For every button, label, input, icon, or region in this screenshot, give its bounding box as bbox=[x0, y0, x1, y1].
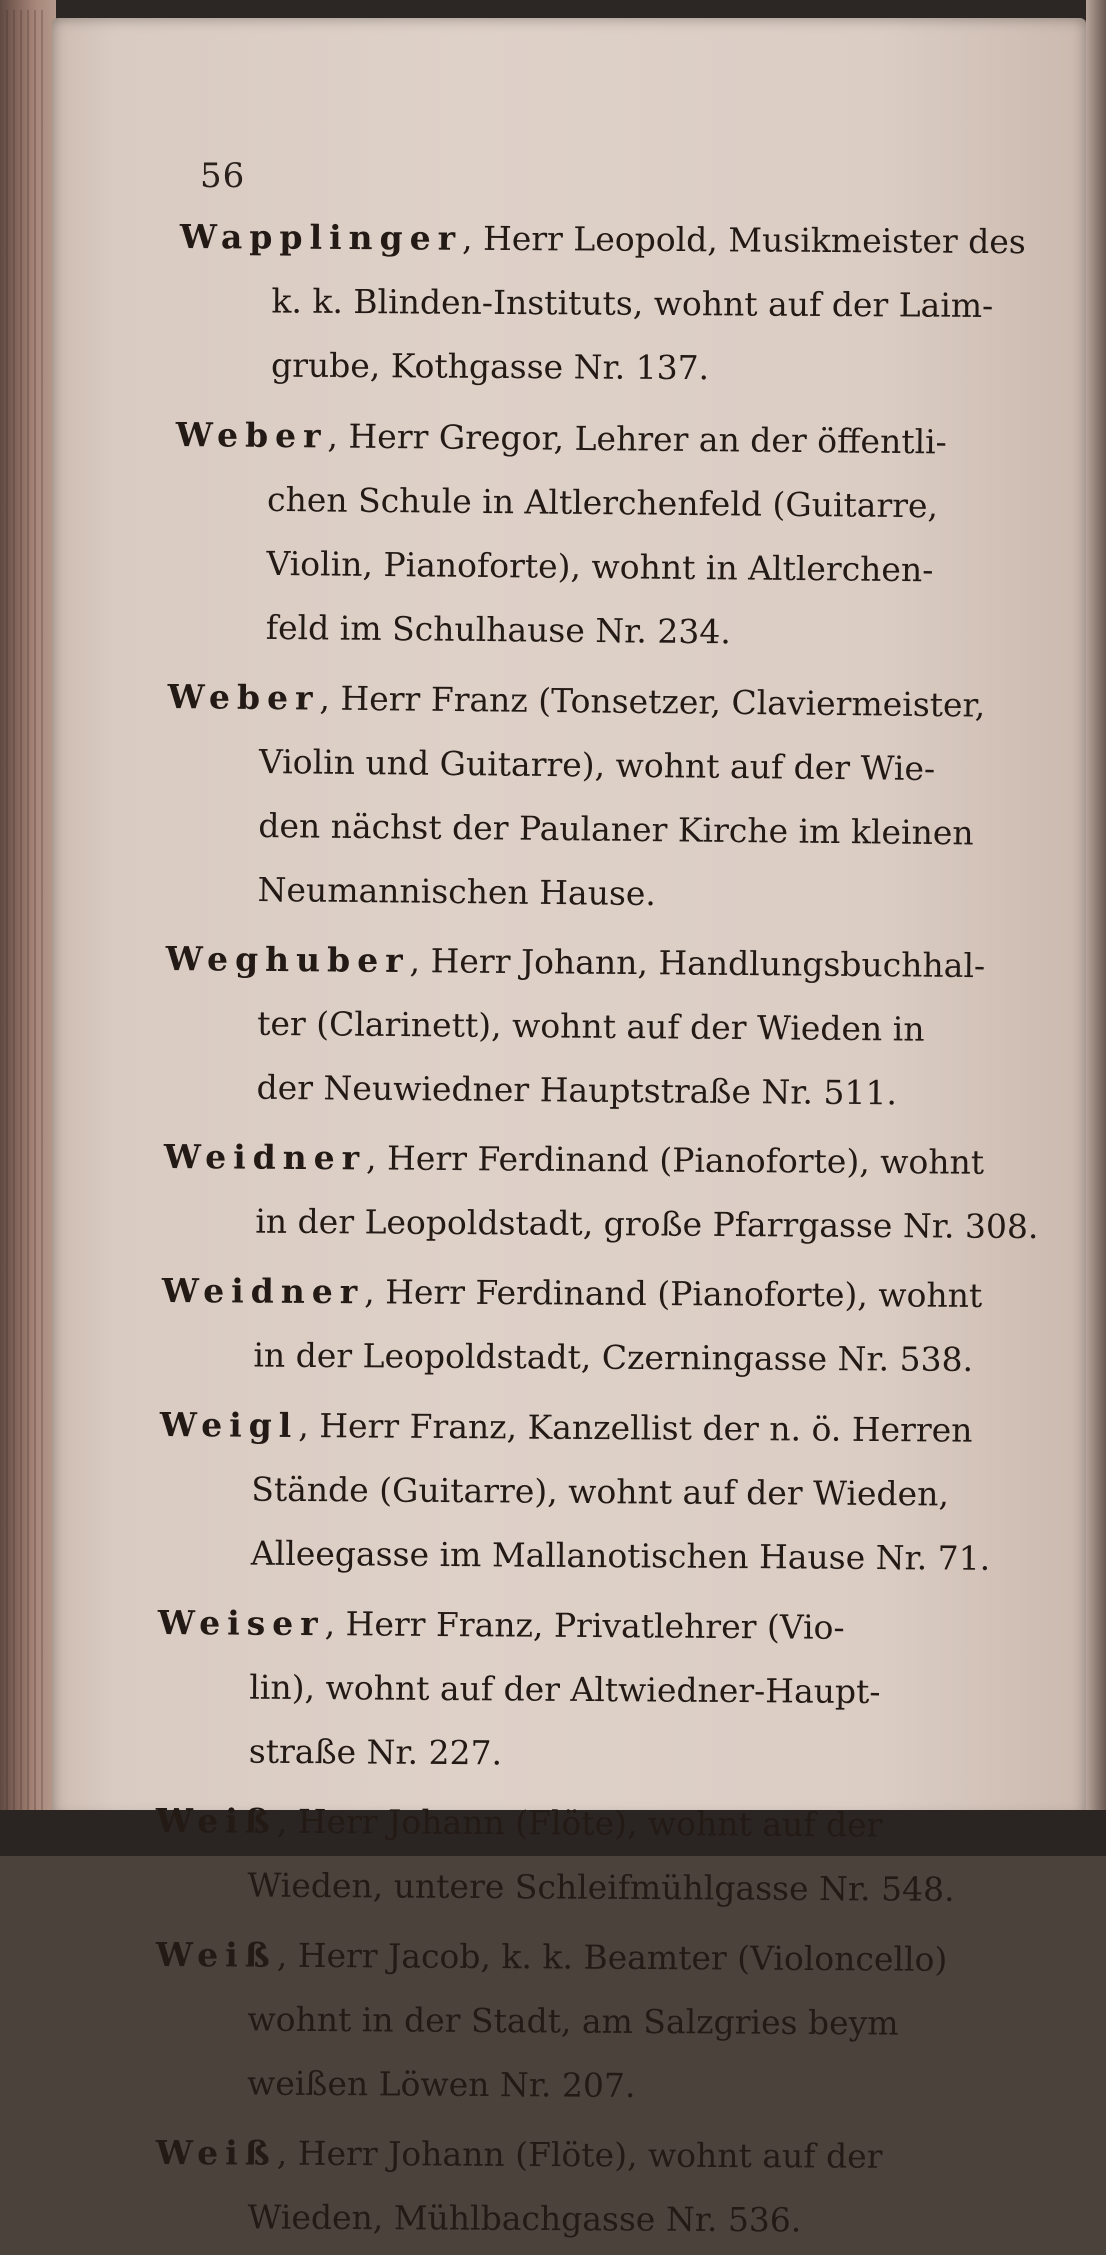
entry-line: Alleegasse im Mallanotischen Hause Nr. 71. bbox=[250, 1533, 991, 1578]
entry-surname: Weber bbox=[175, 414, 328, 456]
page-right-edge bbox=[1086, 0, 1106, 1856]
entry-line: k. k. Blinden-Instituts, wohnt auf der Laim- bbox=[271, 281, 994, 325]
entry-line: in der Leopoldstadt, große Pfarrgasse Nr. 308. bbox=[255, 1201, 1039, 1247]
book-spine bbox=[0, 0, 56, 1856]
entry-line: grube, Kothgasse Nr. 137. bbox=[270, 345, 710, 388]
entry-line: Wieden, Mühlbachgasse Nr. 536. bbox=[247, 2197, 802, 2240]
spine-page-edges bbox=[6, 10, 46, 1840]
entry-first-line-text: , Herr Franz, Kanzellist der n. ö. Herren bbox=[298, 1405, 973, 1450]
entry-line: Violin und Guitarre), wohnt auf der Wie- bbox=[258, 741, 936, 789]
entry-first-line bbox=[179, 205, 1026, 274]
entry-first-line-text: , Herr Johann (Flöte), wohnt auf der bbox=[276, 1801, 883, 1845]
entry-line: lin), wohnt auf der Altwiedner-Haupt- bbox=[249, 1667, 881, 1712]
entry-first-line bbox=[165, 927, 1000, 998]
entry-first-line-text: , Herr Ferdinand (Pianoforte), wohnt bbox=[364, 1272, 983, 1316]
directory-entry bbox=[179, 205, 1026, 402]
directory-entries bbox=[155, 205, 1039, 2255]
entry-surname: Weigl bbox=[159, 1404, 299, 1445]
directory-entry bbox=[157, 1591, 1000, 1789]
entry-first-line bbox=[156, 2121, 1000, 2189]
entry-first-line bbox=[175, 403, 1000, 475]
entry-first-line-text: , Herr Johann, Handlungsbuchhal- bbox=[409, 941, 986, 986]
entry-line: Wieden, untere Schleifmühlgasse Nr. 548. bbox=[247, 1865, 955, 1909]
entry-line: in der Leopoldstadt, Czerningasse Nr. 538. bbox=[253, 1335, 974, 1379]
entry-first-line-text: , Herr Franz, Privatlehrer (Vio- bbox=[324, 1604, 845, 1647]
entry-surname: Weghuber bbox=[165, 938, 410, 981]
entry-first-line-text: , Herr Jacob, k. k. Beamter (Violoncello) bbox=[276, 1935, 948, 1979]
entry-first-line bbox=[158, 1591, 1000, 1661]
entry-line: feld im Schulhause Nr. 234. bbox=[265, 607, 732, 652]
directory-entry bbox=[161, 1259, 1000, 1392]
entry-first-line-text: , Herr Ferdinand (Pianoforte), wohnt bbox=[365, 1138, 985, 1182]
entry-surname: Weiß bbox=[155, 1934, 277, 1975]
entry-first-line bbox=[162, 1259, 1000, 1328]
top-shadow-edge bbox=[0, 0, 1106, 20]
entry-first-line-text: , Herr Franz (Tonsetzer, Claviermeister, bbox=[319, 678, 986, 725]
entry-first-line-text: , Herr Johann (Flöte), wohnt auf der bbox=[276, 2133, 883, 2176]
entry-line: Violin, Pianoforte), wohnt in Altlerchen- bbox=[266, 543, 934, 590]
entry-line: der Neuwiedner Hauptstraße Nr. 511. bbox=[256, 1067, 898, 1113]
entry-surname: Weber bbox=[167, 676, 320, 718]
directory-entry bbox=[155, 2121, 1000, 2253]
entry-surname: Weiß bbox=[155, 1800, 277, 1841]
entry-line: ter (Clarinett), wohnt auf der Wieden in bbox=[256, 1003, 925, 1049]
directory-entry bbox=[159, 1393, 1000, 1591]
entry-first-line-text: , Herr Leopold, Musikmeister des bbox=[461, 218, 1026, 262]
entry-first-line-text: , Herr Gregor, Lehrer an der öffentli- bbox=[327, 416, 948, 462]
entry-first-line bbox=[164, 1125, 1000, 1195]
entry-first-line bbox=[167, 665, 1000, 738]
entry-line: Neumannischen Hause. bbox=[257, 869, 657, 914]
page-number: 56 bbox=[200, 156, 246, 196]
directory-entry bbox=[165, 665, 1000, 930]
directory-entry bbox=[155, 1923, 1000, 2120]
entry-first-line bbox=[160, 1393, 1000, 1463]
entry-line: weißen Löwen Nr. 207. bbox=[246, 2063, 636, 2105]
entry-surname: Wapplinger bbox=[179, 216, 463, 258]
entry-line: chen Schule in Altlerchenfeld (Guitarre, bbox=[266, 479, 939, 526]
entry-surname: Weiß bbox=[155, 2133, 277, 2173]
entry-line: Stände (Guitarre), wohnt auf der Wieden, bbox=[251, 1469, 950, 1514]
entry-line: straße Nr. 227. bbox=[248, 1731, 503, 1773]
entry-first-line bbox=[156, 1923, 1000, 1992]
entry-first-line bbox=[156, 1789, 1000, 1858]
directory-entry bbox=[155, 1789, 1000, 1922]
entry-surname: Weidner bbox=[163, 1136, 367, 1178]
entry-surname: Weiser bbox=[157, 1602, 325, 1644]
entry-line: den nächst der Paulaner Kirche im kleinen bbox=[258, 805, 974, 853]
directory-entry bbox=[164, 927, 1000, 1126]
entry-surname: Weidner bbox=[161, 1270, 365, 1312]
entry-line: wohnt in der Stadt, am Salzgries beym bbox=[247, 1999, 899, 2043]
directory-entry bbox=[174, 403, 1000, 667]
directory-entry bbox=[163, 1125, 1039, 1259]
